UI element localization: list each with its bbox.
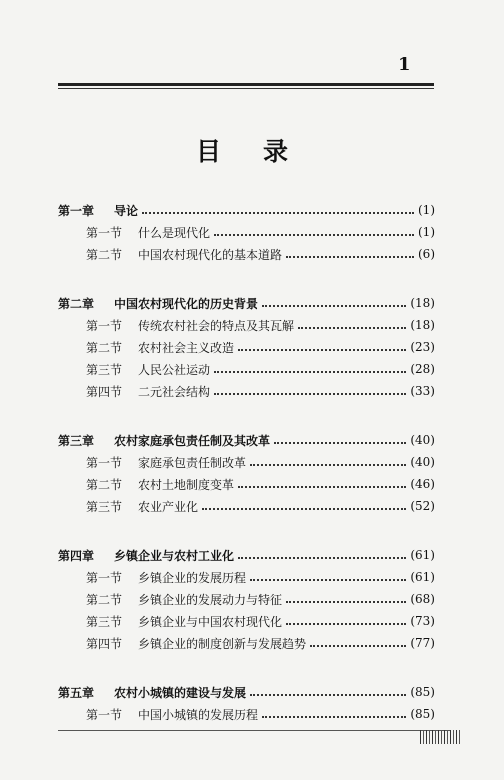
entry-page: (46)	[410, 477, 435, 491]
entry-number: 第三节	[86, 614, 123, 629]
entry-label	[58, 317, 294, 334]
footer-rule	[58, 730, 450, 731]
leader-dots	[202, 496, 406, 510]
entry-number: 第二节	[86, 247, 123, 262]
barcode-mark	[420, 730, 462, 744]
entry-title: 农业产业化	[138, 499, 199, 514]
entry-label	[58, 454, 246, 471]
entry-page: (18)	[410, 318, 435, 332]
toc-section-row	[58, 496, 435, 516]
entry-number: 第一节	[86, 318, 123, 333]
entry-label	[58, 547, 234, 564]
entry-number: 第二节	[86, 477, 123, 492]
entry-page: (28)	[410, 362, 435, 376]
entry-label	[58, 591, 282, 608]
entry-page: (6)	[418, 247, 435, 261]
entry-label	[58, 224, 210, 241]
entry-number: 第一章	[58, 203, 95, 218]
toc-chapter-row	[58, 430, 435, 450]
entry-number: 第二节	[86, 592, 123, 607]
entry-page: (23)	[410, 340, 435, 354]
entry-page: (1)	[418, 225, 435, 239]
entry-title: 农村家庭承包责任制及其改革	[114, 433, 271, 448]
entry-title: 中国农村现代化的历史背景	[114, 296, 259, 311]
leader-dots	[310, 633, 406, 647]
entry-title: 乡镇企业的发展历程	[138, 570, 247, 585]
entry-title: 导论	[114, 203, 139, 218]
entry-title: 什么是现代化	[138, 225, 211, 240]
entry-title: 中国农村现代化的基本道路	[138, 247, 283, 262]
toc-chapter-row	[58, 545, 435, 565]
entry-number: 第三节	[86, 362, 123, 377]
entry-number: 第一节	[86, 225, 123, 240]
toc-section-row	[58, 222, 435, 242]
entry-page: (77)	[410, 636, 435, 650]
toc-chapter-row	[58, 200, 435, 220]
leader-dots	[250, 452, 406, 466]
leader-dots	[286, 244, 414, 258]
entry-page: (52)	[410, 499, 435, 513]
entry-label	[58, 432, 270, 449]
toc-section-row	[58, 337, 435, 357]
entry-number: 第四章	[58, 548, 95, 563]
entry-page: (85)	[410, 685, 435, 699]
leader-dots	[262, 293, 406, 307]
entry-number: 第五章	[58, 685, 95, 700]
toc-section-row	[58, 567, 435, 587]
toc-section-row	[58, 315, 435, 335]
leader-dots	[286, 589, 406, 603]
title-char-2: 录	[263, 137, 289, 166]
leader-dots	[214, 359, 406, 373]
entry-page: (40)	[410, 433, 435, 447]
toc-chapter-row	[58, 682, 435, 702]
entry-label	[58, 498, 198, 515]
entry-label	[58, 569, 246, 586]
entry-label	[58, 635, 306, 652]
entry-page: (68)	[410, 592, 435, 606]
entry-number: 第三章	[58, 433, 95, 448]
entry-label	[58, 295, 258, 312]
toc-section-row	[58, 359, 435, 379]
entry-title: 乡镇企业与农村工业化	[114, 548, 235, 563]
leader-dots	[238, 337, 406, 351]
entry-page: (18)	[410, 296, 435, 310]
toc-section-row	[58, 474, 435, 494]
leader-dots	[286, 611, 406, 625]
toc-section-row	[58, 633, 435, 653]
toc-section-row	[58, 611, 435, 631]
leader-dots	[214, 381, 406, 395]
leader-dots	[274, 430, 406, 444]
leader-dots	[142, 200, 414, 214]
entry-title: 农村土地制度变革	[138, 477, 235, 492]
entry-title: 二元社会结构	[138, 384, 211, 399]
entry-page: (61)	[410, 548, 435, 562]
toc-section-row	[58, 381, 435, 401]
entry-number: 第四节	[86, 384, 123, 399]
entry-page: (33)	[410, 384, 435, 398]
entry-title: 乡镇企业与中国农村现代化	[138, 614, 283, 629]
title-char-1: 目	[196, 137, 222, 166]
toc-section-row	[58, 452, 435, 472]
leader-dots	[214, 222, 414, 236]
entry-title: 家庭承包责任制改革	[138, 455, 247, 470]
entry-number: 第二章	[58, 296, 95, 311]
entry-label	[58, 613, 282, 630]
entry-title: 人民公社运动	[138, 362, 211, 377]
entry-title: 农村社会主义改造	[138, 340, 235, 355]
entry-label	[58, 339, 234, 356]
entry-label	[58, 202, 138, 219]
entry-label	[58, 476, 234, 493]
page-number: 1	[398, 54, 411, 75]
leader-dots	[250, 567, 406, 581]
entry-page: (85)	[410, 707, 435, 721]
entry-page: (61)	[410, 570, 435, 584]
entry-number: 第一节	[86, 455, 123, 470]
entry-label	[58, 684, 246, 701]
toc-section-row	[58, 704, 435, 724]
toc-section-row	[58, 589, 435, 609]
entry-number: 第一节	[86, 570, 123, 585]
toc-chapter-row	[58, 293, 435, 313]
entry-page: (1)	[418, 203, 435, 217]
entry-title: 乡镇企业的制度创新与发展趋势	[138, 636, 307, 651]
entry-number: 第一节	[86, 707, 123, 722]
entry-label	[58, 361, 210, 378]
entry-title: 传统农村社会的特点及其瓦解	[138, 318, 295, 333]
entry-title: 农村小城镇的建设与发展	[114, 685, 247, 700]
entry-title: 中国小城镇的发展历程	[138, 707, 259, 722]
leader-dots	[238, 474, 406, 488]
entry-page: (73)	[410, 614, 435, 628]
leader-dots	[298, 315, 406, 329]
entry-label	[58, 246, 282, 263]
leader-dots	[262, 704, 406, 718]
entry-label	[58, 383, 210, 400]
leader-dots	[250, 682, 406, 696]
page-title	[196, 132, 288, 168]
toc-section-row	[58, 244, 435, 264]
entry-title: 乡镇企业的发展动力与特征	[138, 592, 283, 607]
header-rule	[58, 83, 434, 86]
entry-page: (40)	[410, 455, 435, 469]
entry-number: 第二节	[86, 340, 123, 355]
entry-number: 第四节	[86, 636, 123, 651]
entry-label	[58, 706, 258, 723]
entry-number: 第三节	[86, 499, 123, 514]
leader-dots	[238, 545, 406, 559]
